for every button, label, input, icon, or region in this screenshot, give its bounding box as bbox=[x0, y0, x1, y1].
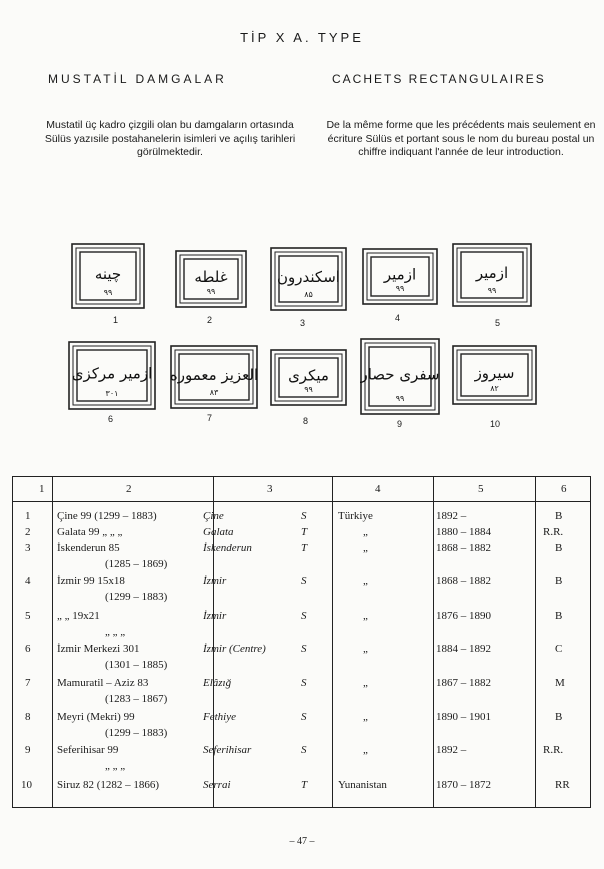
rarity: B bbox=[555, 510, 563, 522]
postmark-stamp bbox=[175, 250, 247, 308]
svg-text:العزیز معموره: العزیز معموره bbox=[170, 366, 258, 384]
years-in-use: 1868 – 1882 bbox=[436, 542, 491, 554]
country: „ bbox=[363, 526, 368, 538]
svg-text:۹۹: ۹۹ bbox=[395, 284, 405, 293]
place-name: Galata bbox=[203, 526, 234, 538]
table-header-cell: 3 bbox=[267, 483, 273, 495]
postmark-type: S bbox=[301, 711, 307, 723]
country: „ bbox=[363, 677, 368, 689]
country: „ bbox=[363, 575, 368, 587]
subtitle-turkish: MUSTATİL DAMGALAR bbox=[48, 72, 227, 86]
stamp-number: 1 bbox=[113, 315, 119, 325]
stamp-number: 9 bbox=[397, 419, 403, 429]
postmark-name: Çine 99 (1299 – 1883) bbox=[57, 510, 157, 522]
years-in-use: 1868 – 1882 bbox=[436, 575, 491, 587]
paragraph-french: De la même forme que les précédents mais seulement en écriture Sülüs et portant sous le nom du bureau postal un chiffre indiquant l'année de leur introduction. bbox=[326, 119, 596, 158]
rarity: B bbox=[555, 575, 563, 587]
stamp-number: 8 bbox=[303, 416, 309, 426]
row-number: 3 bbox=[25, 542, 31, 554]
postmark-name-date: (1299 – 1883) bbox=[105, 727, 168, 739]
rarity: C bbox=[555, 643, 563, 655]
postmark-name: Siruz 82 (1282 – 1866) bbox=[57, 779, 160, 791]
years-in-use: 1892 – bbox=[436, 744, 467, 756]
years-in-use: 1880 – 1884 bbox=[436, 526, 491, 538]
postmark-type: S bbox=[301, 744, 307, 756]
row-number: 9 bbox=[25, 744, 31, 756]
postmark-stamp bbox=[68, 341, 156, 410]
table-header-cell: 2 bbox=[126, 483, 132, 495]
postmark-name: İzmir 99 15x18 bbox=[57, 575, 125, 587]
stamp-number: 3 bbox=[300, 318, 306, 328]
postmark-type: S bbox=[301, 510, 307, 522]
place-name: Çine bbox=[203, 510, 224, 522]
place-name: Elâzığ bbox=[203, 677, 232, 689]
postmark-table bbox=[12, 476, 591, 808]
svg-text:سفری حصار: سفری حصار bbox=[360, 365, 440, 384]
row-number: 1 bbox=[25, 510, 31, 522]
svg-text:۹۹: ۹۹ bbox=[304, 385, 313, 394]
country: „ bbox=[363, 711, 368, 723]
postmark-name-date: „ „ „ bbox=[105, 626, 126, 638]
table-column-divider bbox=[535, 477, 536, 807]
years-in-use: 1892 – bbox=[436, 510, 467, 522]
postmark-name: İzmir Merkezi 301 bbox=[57, 643, 140, 655]
subtitle-french: CACHETS RECTANGULAIRES bbox=[332, 72, 546, 86]
rarity: B bbox=[555, 610, 563, 622]
svg-text:۹۹: ۹۹ bbox=[206, 287, 216, 296]
years-in-use: 1884 – 1892 bbox=[436, 643, 491, 655]
postmark-type: S bbox=[301, 677, 307, 689]
svg-text:۸۲: ۸۲ bbox=[490, 384, 499, 393]
postmark-name-date: (1283 – 1867) bbox=[105, 693, 168, 705]
years-in-use: 1870 – 1872 bbox=[436, 779, 491, 791]
row-number: 8 bbox=[25, 711, 31, 723]
country: „ bbox=[363, 744, 368, 756]
postmark-name: Galata 99 „ „ „ bbox=[57, 526, 123, 538]
rarity: M bbox=[555, 677, 565, 689]
svg-text:سیروز: سیروز bbox=[474, 364, 515, 382]
postmark-stamp bbox=[270, 247, 347, 311]
svg-text:۸۳: ۸۳ bbox=[209, 388, 219, 397]
postmark-stamp bbox=[270, 349, 347, 406]
svg-text:۹۹: ۹۹ bbox=[103, 288, 113, 297]
stamp-number: 2 bbox=[207, 315, 213, 325]
postmark-stamp bbox=[452, 345, 537, 405]
stamp-number: 4 bbox=[395, 313, 401, 323]
table-header-cell: 4 bbox=[375, 483, 381, 495]
postmark-stamp bbox=[360, 338, 440, 415]
rarity: R.R. bbox=[543, 744, 564, 756]
postmark-name-date: (1299 – 1883) bbox=[105, 591, 168, 603]
svg-text:۳۰۱: ۳۰۱ bbox=[105, 389, 119, 398]
postmark-name: Mamuratil – Aziz 83 bbox=[57, 677, 149, 689]
stamp-number: 6 bbox=[108, 414, 114, 424]
postmark-type: T bbox=[301, 526, 308, 538]
page-number: – 47 – bbox=[289, 836, 315, 847]
stamp-number: 10 bbox=[490, 419, 501, 429]
postmark-type: T bbox=[301, 542, 308, 554]
svg-text:چینه: چینه bbox=[94, 265, 122, 283]
svg-text:ازمیر: ازمیر bbox=[383, 265, 417, 284]
type-title: TİP X A. TYPE bbox=[240, 30, 364, 45]
postmark-name: „ „ 19x21 bbox=[57, 610, 100, 622]
years-in-use: 1867 – 1882 bbox=[436, 677, 491, 689]
svg-text:۹۹: ۹۹ bbox=[395, 394, 405, 403]
country: Yunanistan bbox=[338, 779, 387, 791]
country: „ bbox=[363, 542, 368, 554]
svg-text:۹۹: ۹۹ bbox=[487, 286, 497, 295]
table-header-divider bbox=[13, 501, 590, 502]
rarity: B bbox=[555, 711, 563, 723]
stamp-number: 5 bbox=[495, 318, 501, 328]
table-header-cell: 6 bbox=[561, 483, 567, 495]
postmark-name: Seferihisar 99 bbox=[57, 744, 119, 756]
row-number: 2 bbox=[25, 526, 31, 538]
svg-text:ازمیر مركزی: ازمیر مركزی bbox=[71, 364, 153, 383]
postmark-name: İskenderun 85 bbox=[57, 542, 120, 554]
table-column-divider bbox=[332, 477, 333, 807]
rarity: R.R. bbox=[543, 526, 564, 538]
country: „ bbox=[363, 643, 368, 655]
country: „ bbox=[363, 610, 368, 622]
table-header-cell: 1 bbox=[39, 483, 45, 495]
postmark-type: T bbox=[301, 779, 308, 791]
postmark-stamp bbox=[362, 248, 438, 305]
postmark-name-date: (1285 – 1869) bbox=[105, 558, 168, 570]
postmark-type: S bbox=[301, 610, 307, 622]
place-name: Serrai bbox=[203, 779, 231, 791]
postmark-name: Meyri (Mekri) 99 bbox=[57, 711, 135, 723]
svg-text:اسكندرون: اسكندرون bbox=[277, 268, 340, 286]
years-in-use: 1876 – 1890 bbox=[436, 610, 491, 622]
place-name: İzmir (Centre) bbox=[203, 643, 266, 655]
place-name: Fethiye bbox=[203, 711, 236, 723]
svg-text:۸۵: ۸۵ bbox=[304, 290, 313, 299]
postmark-name-date: „ „ „ bbox=[105, 760, 126, 772]
row-number: 5 bbox=[25, 610, 31, 622]
postmark-stamp bbox=[71, 243, 145, 309]
row-number: 4 bbox=[25, 575, 31, 587]
place-name: Seferihisar bbox=[203, 744, 252, 756]
stamp-number: 7 bbox=[207, 413, 213, 423]
row-number: 6 bbox=[25, 643, 31, 655]
postmark-type: S bbox=[301, 575, 307, 587]
paragraph-turkish: Mustatil üç kadro çizgili olan bu damgaların ortasında Sülüs yazısile postahanelerin isimleri ve açılış tarihleri görülmektedir. bbox=[44, 119, 296, 158]
postmark-stamp bbox=[170, 345, 258, 409]
place-name: İskenderun bbox=[203, 542, 252, 554]
svg-text:ازمیر: ازمیر bbox=[475, 264, 509, 282]
postmark-type: S bbox=[301, 643, 307, 655]
table-column-divider bbox=[52, 477, 53, 807]
postmark-name-date: (1301 – 1885) bbox=[105, 659, 168, 671]
rarity: B bbox=[555, 542, 563, 554]
svg-text:غلطه: غلطه bbox=[194, 268, 228, 286]
table-column-divider bbox=[433, 477, 434, 807]
rarity: RR bbox=[555, 779, 570, 791]
years-in-use: 1890 – 1901 bbox=[436, 711, 491, 723]
svg-text:میكری: میكری bbox=[288, 366, 329, 385]
place-name: İzmir bbox=[203, 575, 227, 587]
postmark-stamp bbox=[452, 243, 532, 307]
table-header-cell: 5 bbox=[478, 483, 484, 495]
row-number: 7 bbox=[25, 677, 31, 689]
country: Türkiye bbox=[338, 510, 373, 522]
row-number: 10 bbox=[21, 779, 32, 791]
place-name: İzmir bbox=[203, 610, 227, 622]
